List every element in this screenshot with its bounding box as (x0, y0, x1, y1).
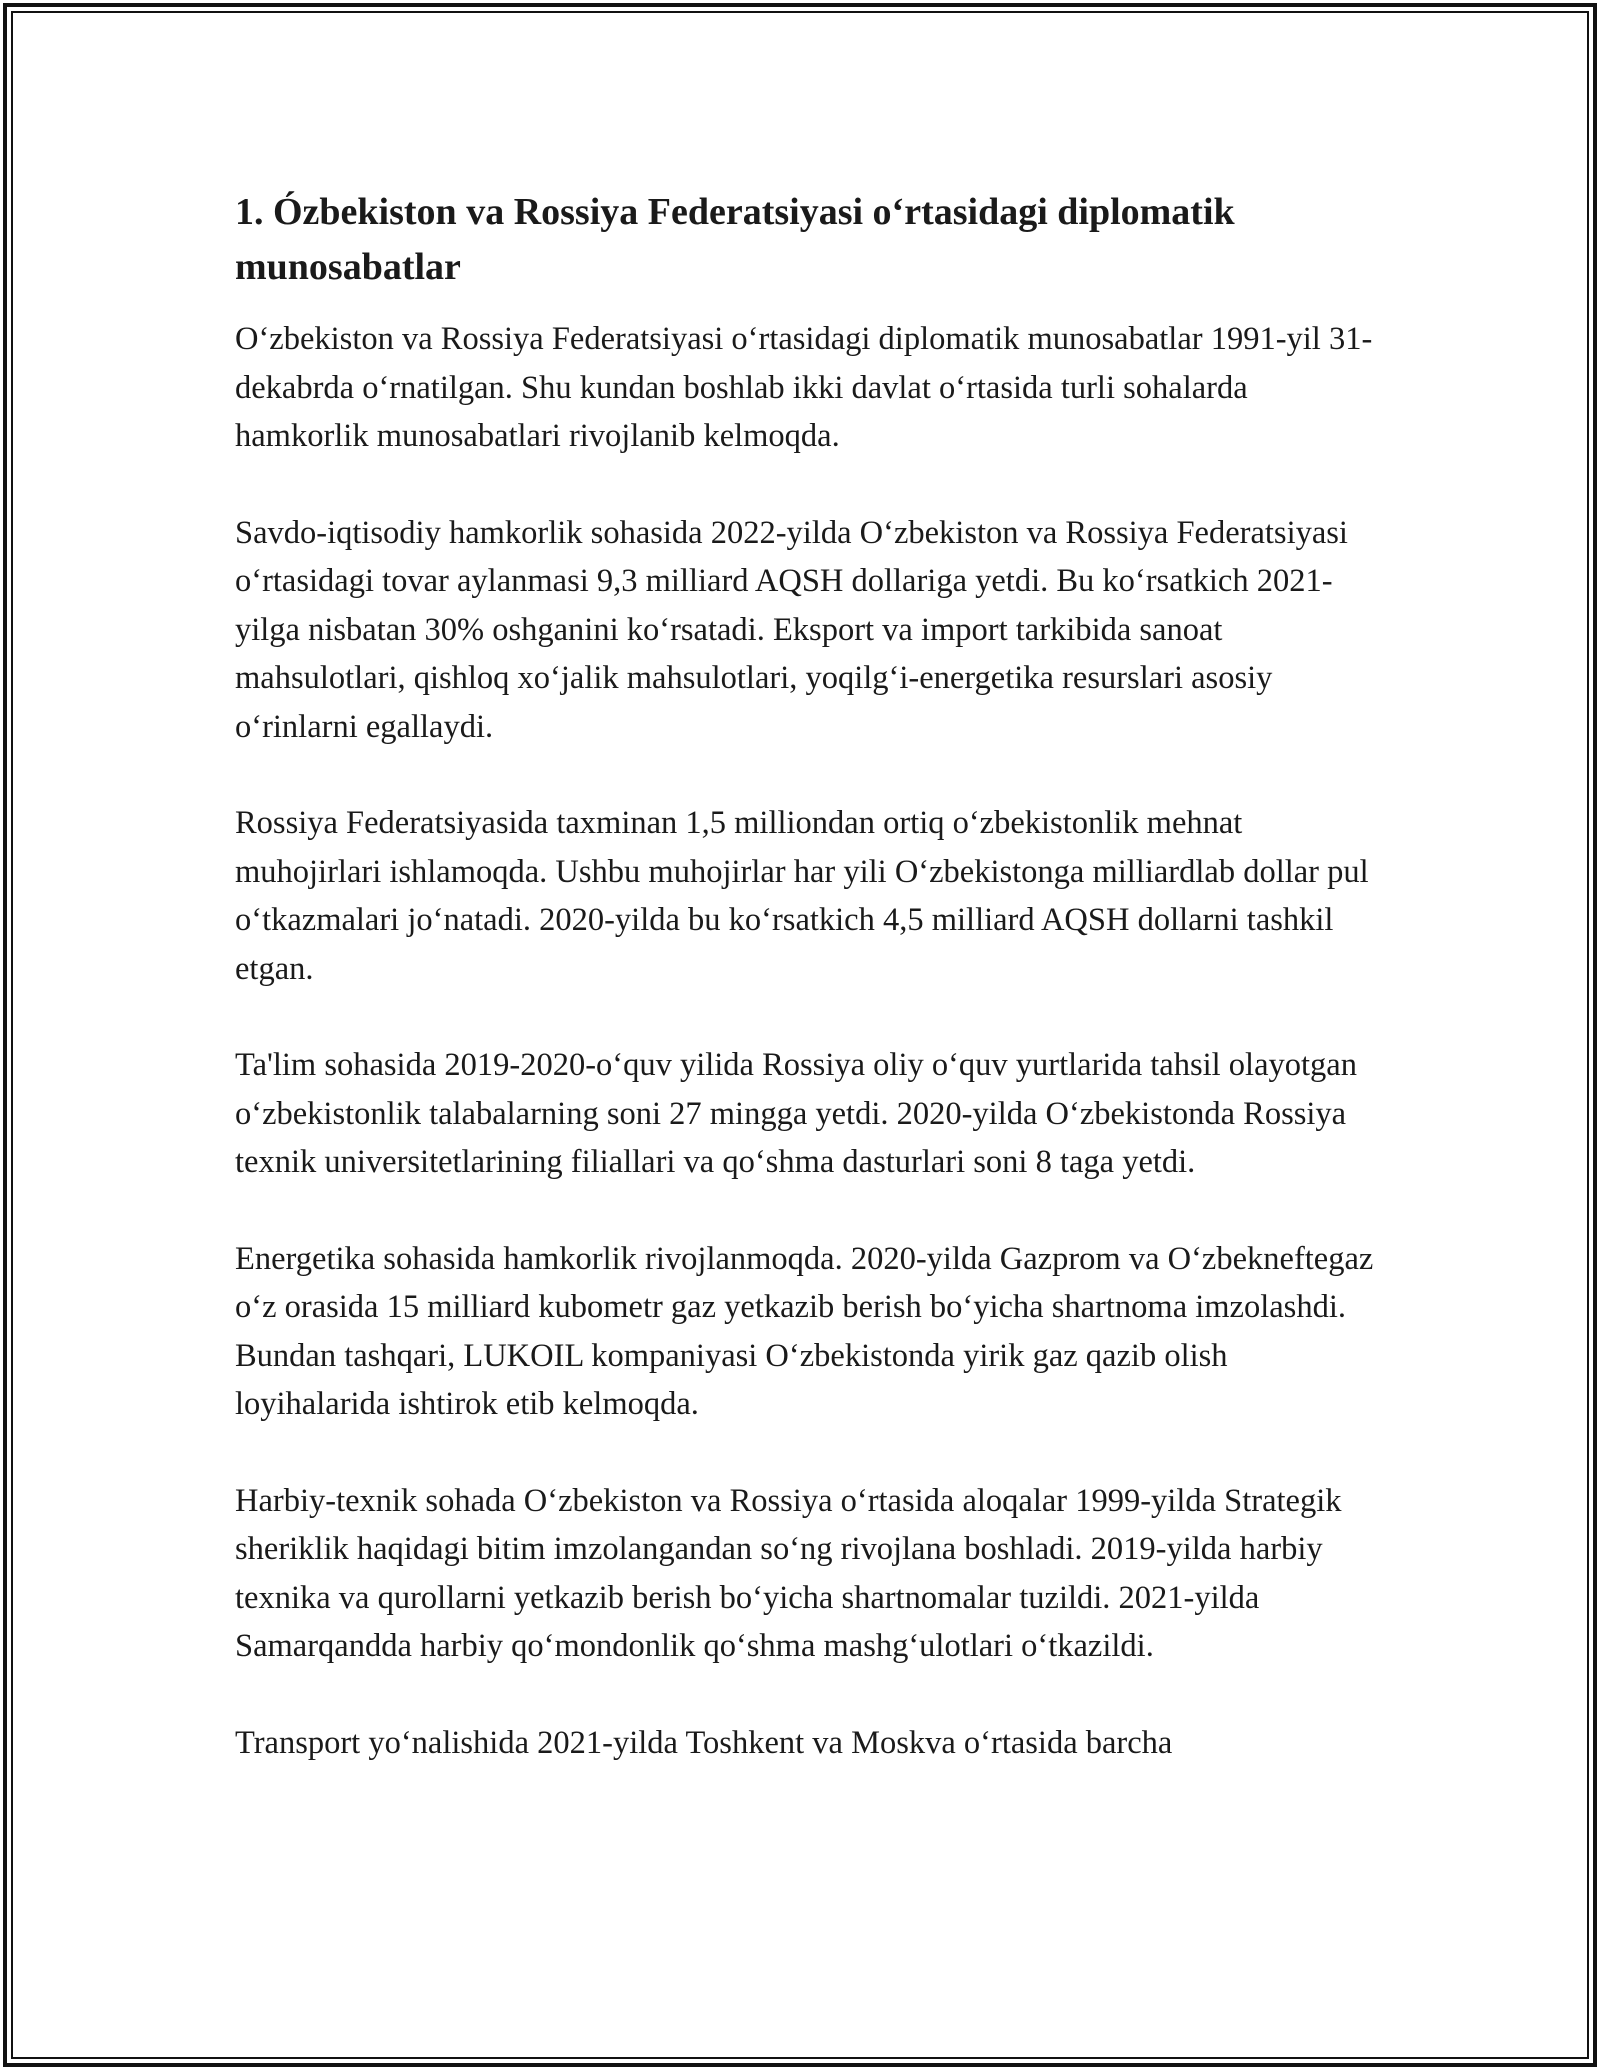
section-heading: 1. Ózbekiston va Rossiya Federatsiyasi o‘rtasidagi diplomatik munosabatlar (235, 191, 1235, 288)
paragraph-energy: Energetika sohasida hamkorlik rivojlanmoqda. 2020-yilda Gazprom va O‘zbekneftegaz o‘z orasida 15 milliard kubometr gaz yetkazib berish bo‘yicha shartnoma imzolashdi. Bundan tashqari, LUKOIL kompaniyasi O‘zbekistonda yirik gaz qazib olish loyihalarida ishtirok etib kelmoqda. (235, 1240, 1374, 1422)
paragraph-diplomatic-relations: O‘zbekiston va Rossiya Federatsiyasi o‘rtasidagi diplomatik munosabatlar 1991-yil 31-dekabrda o‘rnatilgan. Shu kundan boshlab ikki davlat o‘rtasida turli sohalarda hamkorlik munosabatlari rivojlanib kelmoqda. (235, 321, 1373, 454)
paragraph-labor-migration: Rossiya Federatsiyasida taxminan 1,5 milliondan ortiq o‘zbekistonlik mehnat muhojirlari ishlamoqda. Ushbu muhojirlar har yili O‘zbekistonga milliardlab dollar pul o‘tkazmalari jo‘natadi. 2020-yilda bu ko‘rsatkich 4,5 milliard AQSH dollarni tashkil etgan. (235, 805, 1369, 987)
document-page (235, 185, 1375, 1815)
paragraph-military-technical: Harbiy-texnik sohada O‘zbekiston va Rossiya o‘rtasida aloqalar 1999-yilda Strategik sheriklik haqidagi bitim imzolangandan so‘ng rivojlana boshladi. 2019-yilda harbiy texnika va qurollarni yetkazib berish bo‘yicha shartnomalar tuzildi. 2021-yilda Samarqandda harbiy qo‘mondonlik qo‘shma mashg‘ulotlari o‘tkazildi. (235, 1482, 1342, 1664)
paragraph-trade-economy: Savdo-iqtisodiy hamkorlik sohasida 2022-yilda O‘zbekiston va Rossiya Federatsiyasi o‘rtasidagi tovar aylanmasi 9,3 milliard AQSH dollariga yetdi. Bu ko‘rsatkich 2021-yilga nisbatan 30% oshganini ko‘rsatadi. Eksport va import tarkibida sanoat mahsulotlari, qishloq xo‘jalik mahsulotlari, yoqilg‘i-energetika resurslari asosiy o‘rinlarni egallaydi. (235, 514, 1348, 745)
paragraph-transport: Transport yo‘nalishida 2021-yilda Toshkent va Moskva o‘rtasida barcha (235, 1724, 1173, 1761)
paragraph-education: Ta'lim sohasida 2019-2020-o‘quv yilida Rossiya oliy o‘quv yurtlarida tahsil olayotgan o‘zbekistonlik talabalarning soni 27 mingga yetdi. 2020-yilda O‘zbekistonda Rossiya texnik universitetlarining filiallari va qo‘shma dasturlari soni 8 taga yetdi. (235, 1047, 1357, 1180)
